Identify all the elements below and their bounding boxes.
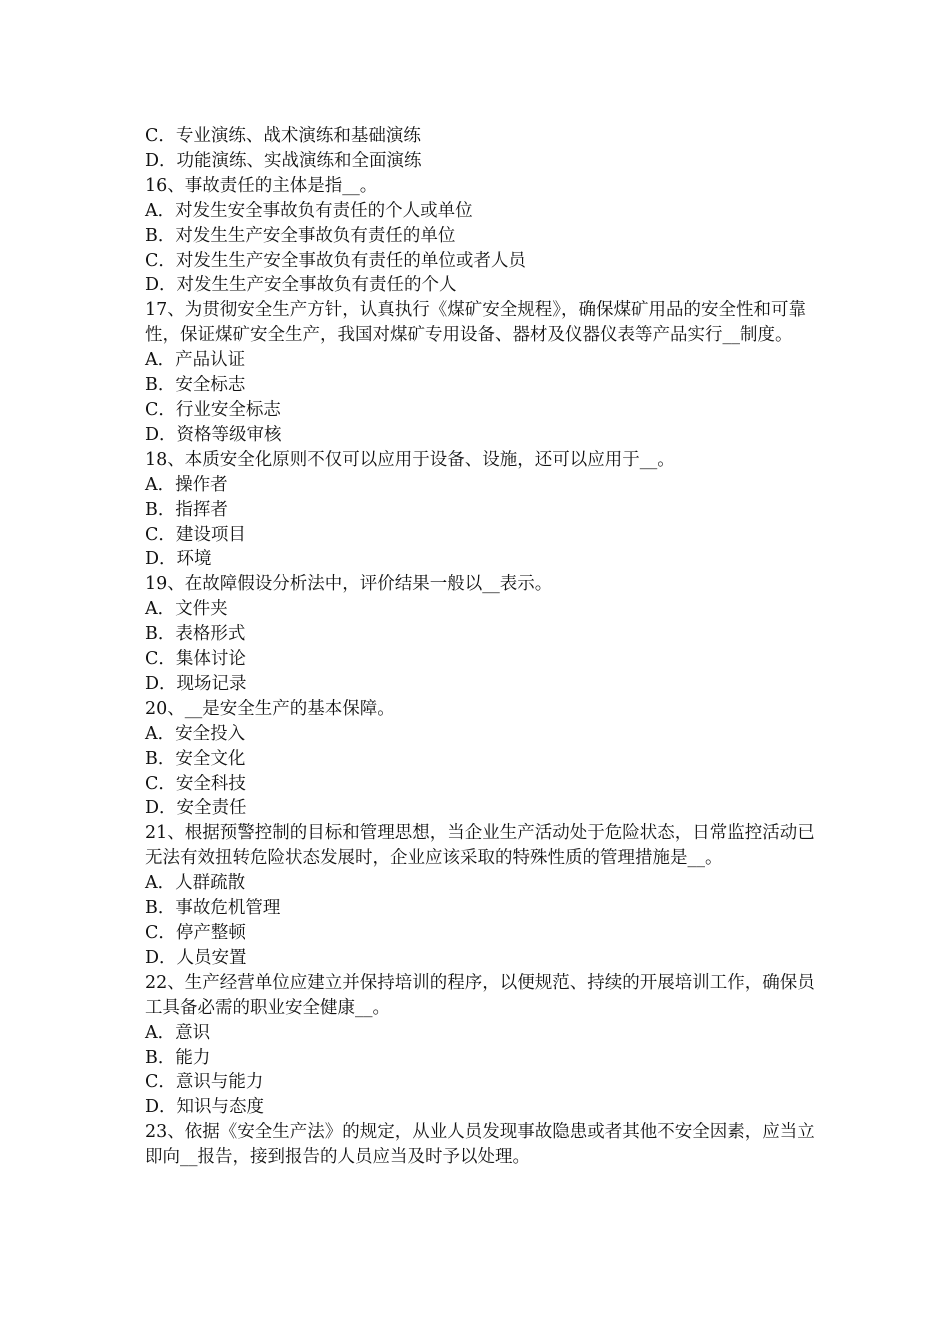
question-line: 19、在故障假设分析法中，评价结果一般以__表示。 bbox=[145, 574, 553, 595]
option-line: B．指挥者 bbox=[145, 499, 228, 520]
option-line: B．安全文化 bbox=[145, 748, 246, 769]
option-line: D．环境 bbox=[145, 549, 212, 570]
question-line: 23、依据《安全生产法》的规定，从业人员发现事故隐患或者其他不安全因素，应当立即向__报告，接到报告的人员应当及时予以处理。 bbox=[145, 1122, 815, 1168]
option-line: A．意识 bbox=[145, 1022, 211, 1043]
question-line: 16、事故责任的主体是指__。 bbox=[145, 175, 378, 196]
option-line: A．操作者 bbox=[145, 474, 228, 495]
option-line: D．知识与态度 bbox=[145, 1097, 265, 1118]
question-line: 18、本质安全化原则不仅可以应用于设备、设施，还可以应用于__。 bbox=[145, 449, 675, 470]
option-line: C．建设项目 bbox=[145, 524, 246, 545]
option-line: C．行业安全标志 bbox=[145, 399, 281, 420]
option-line: D．安全责任 bbox=[145, 798, 247, 819]
question-line: 21、根据预警控制的目标和管理思想，当企业生产活动处于危险状态，日常监控活动已无法有效扭转危险状态发展时，企业应该采取的特殊性质的管理措施是__。 bbox=[145, 823, 815, 869]
option-line: C．停产整顿 bbox=[145, 923, 246, 943]
option-line: C．集体讨论 bbox=[145, 649, 246, 670]
option-line: A．人群疏散 bbox=[145, 873, 246, 894]
question-line: 17、为贯彻安全生产方针，认真执行《煤矿安全规程》，确保煤矿用品的安全性和可靠性，保证煤矿安全生产，我国对煤矿专用设备、器材及仪器仪表等产品实行__制度。 bbox=[145, 300, 807, 346]
document-body bbox=[145, 124, 815, 1170]
option-line: D．功能演练、实战演练和全面演练 bbox=[145, 150, 422, 171]
option-line: C．对发生生产安全事故负有责任的单位或者人员 bbox=[145, 250, 526, 271]
option-line: C．安全科技 bbox=[145, 773, 246, 794]
option-line: B．安全标志 bbox=[145, 375, 246, 396]
question-line: 22、生产经营单位应建立并保持培训的程序，以便规范、持续的开展培训工作，确保员工具备必需的职业安全健康__。 bbox=[145, 972, 815, 1018]
question-line: 20、__是安全生产的基本保障。 bbox=[145, 698, 395, 719]
option-line: B．能力 bbox=[145, 1047, 211, 1068]
option-line: C．意识与能力 bbox=[145, 1072, 264, 1093]
option-line: A．对发生安全事故负有责任的个人或单位 bbox=[145, 200, 473, 221]
option-line: A．产品认证 bbox=[145, 350, 246, 371]
option-line: D．现场记录 bbox=[145, 673, 247, 694]
option-line: C．专业演练、战术演练和基础演练 bbox=[145, 126, 421, 146]
option-line: B．对发生生产安全事故负有责任的单位 bbox=[145, 225, 456, 246]
option-line: A．文件夹 bbox=[145, 599, 228, 620]
option-line: D．对发生生产安全事故负有责任的个人 bbox=[145, 275, 457, 296]
option-line: D．资格等级审核 bbox=[145, 424, 282, 445]
option-line: D．人员安置 bbox=[145, 947, 247, 968]
option-line: B．事故危机管理 bbox=[145, 898, 281, 919]
option-line: B．表格形式 bbox=[145, 624, 246, 645]
option-line: A．安全投入 bbox=[145, 723, 246, 744]
